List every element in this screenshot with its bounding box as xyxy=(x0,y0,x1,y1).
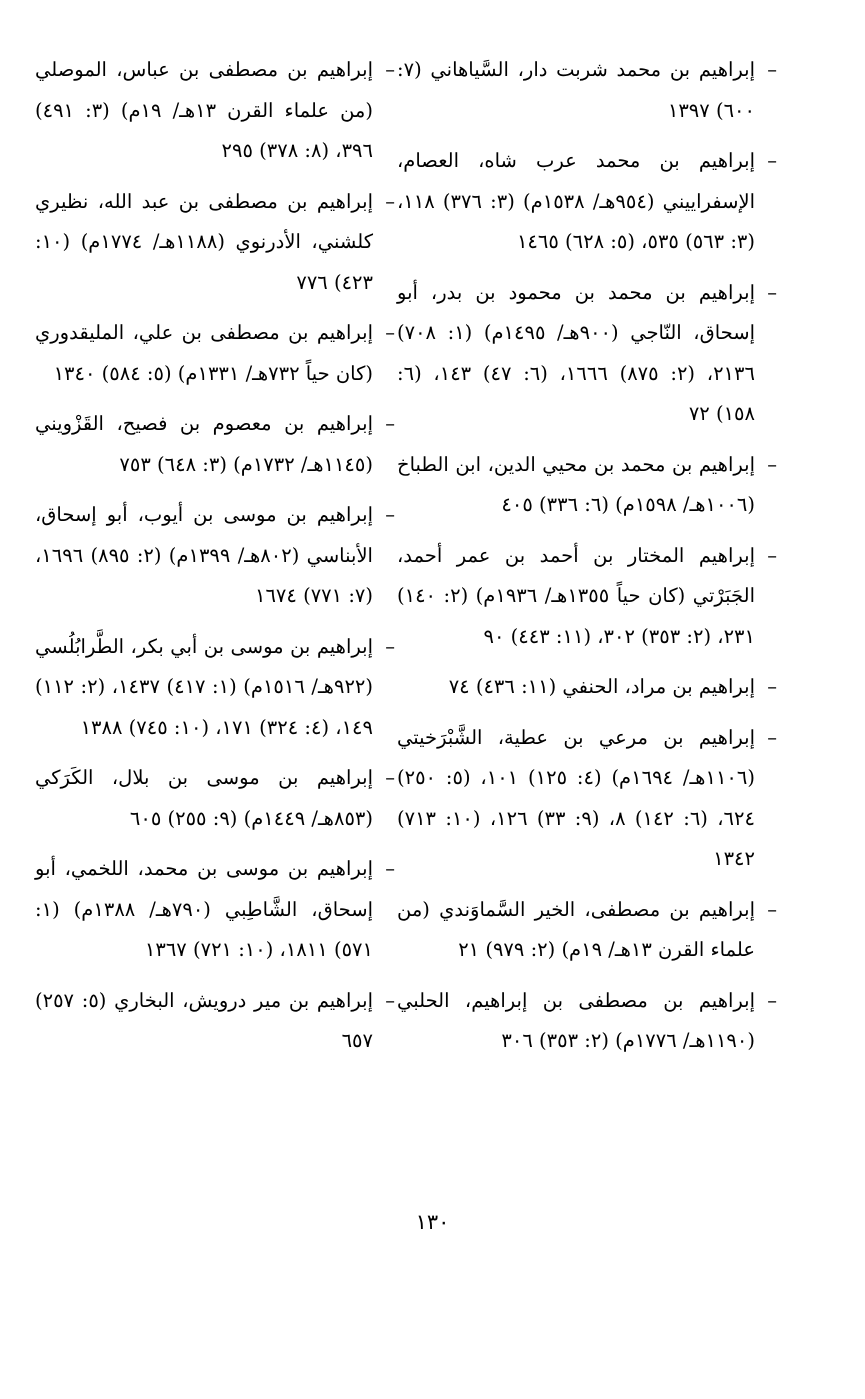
entry-dash: – xyxy=(767,149,777,172)
entry-dash: – xyxy=(385,857,395,880)
entry-dash: – xyxy=(385,58,395,81)
index-entry xyxy=(35,182,395,304)
index-entry xyxy=(397,536,777,658)
entry-dash: – xyxy=(767,725,777,749)
index-entry xyxy=(397,667,777,708)
entry-text: إبراهيم بن محمد بن محيي الدين، ابن الطباخ (١٠٠٦هـ/ ١٥٩٨م) (٦: ٣٣٦) ٤٠٥ xyxy=(397,452,755,516)
index-entry xyxy=(35,495,395,617)
index-entry xyxy=(397,273,777,435)
index-entry xyxy=(397,141,777,263)
entry-text: إبراهيم بن موسى بن محمد، اللخمي، أبو إسحاق، الشَّاطِبي (٧٩٠هـ/ ١٣٨٨م) (١: ٥٧١) ١٨١١، (١٠: ٧٢١) ١٣٦٧ xyxy=(35,857,373,961)
index-entry xyxy=(397,50,777,131)
index-entry xyxy=(397,445,777,526)
entry-dash: – xyxy=(385,503,395,526)
entry-text: إبراهيم بن موسى بن بلال، الكَرَكي (٨٥٣هـ/ ١٤٤٩م) (٩: ٢٥٥) ٦٠٥ xyxy=(35,766,373,830)
entry-text: إبراهيم بن موسى بن أبي بكر، الطَّرابُلُسي (٩٢٢هـ/ ١٥١٦م) (١: ٤١٧) ١٤٣٧، (٢: ١١٢) ١٤٩، (٤: ٣٢٤) ١٧١، (١٠: ٧٤٥) ١٣٨٨ xyxy=(35,634,373,739)
page-number: ١٣٠ xyxy=(415,1210,450,1234)
entry-dash: – xyxy=(767,58,777,81)
entry-text: إبراهيم بن مرعي بن عطية، الشَّبْرَخيتي (١١٠٦هـ/ ١٦٩٤م) (٤: ١٢٥) ١٠١، (٥: ٢٥٠) ٦٢٤، (٦: ١٤٢) ٨، (٩: ٣٣) ١٢٦، (١٠: ٧١٣) ١٣٤٢ xyxy=(397,725,755,870)
entry-dash: – xyxy=(767,988,777,1012)
index-entry xyxy=(397,718,777,880)
index-entry xyxy=(397,981,777,1062)
entry-text: إبراهيم بن محمد عرب شاه، العصام، الإسفراييني (٩٥٤هـ/ ١٥٣٨م) (٣: ٣٧٦) ١١٨، (٣: ٥٦٣) ٥٣٥، (٥: ٦٢٨) ١٤٦٥ xyxy=(397,149,755,253)
index-entry xyxy=(35,50,395,172)
entry-dash: – xyxy=(767,280,777,304)
entry-text: إبراهيم بن محمد شربت دار، السَّياهاني (٧: ٦٠٠) ١٣٩٧ xyxy=(397,58,755,122)
entry-dash: – xyxy=(767,543,777,567)
entry-dash: – xyxy=(767,675,777,698)
index-entry xyxy=(35,627,395,749)
entry-text: إبراهيم بن مراد، الحنفي (١١: ٤٣٦) ٧٤ xyxy=(448,675,755,698)
left-column xyxy=(35,50,395,1072)
right-column xyxy=(397,50,777,1072)
entry-text: إبراهيم بن مير درويش، البخاري (٥: ٢٥٧) ٦٥٧ xyxy=(35,988,373,1052)
entry-text: إبراهيم بن موسى بن أيوب، أبو إسحاق، الأبناسي (٨٠٢هـ/ ١٣٩٩م) (٢: ٨٩٥) ١٦٩٦، (٧: ٧٧١) ١٦٧٤ xyxy=(35,503,373,607)
index-entry xyxy=(35,313,395,394)
entry-dash: – xyxy=(385,189,395,213)
entry-dash: – xyxy=(767,897,777,921)
index-entry xyxy=(35,758,395,839)
entry-text: إبراهيم بن مصطفى بن عباس، الموصلي (من علماء القرن ١٣هـ/ ١٩م) (٣: ٤٩١) ٣٩٦، (٨: ٣٧٨) ٢٩٥ xyxy=(35,58,373,162)
entry-text: إبراهيم بن معصوم بن فصيح، القَزْويني (١١٤٥هـ/ ١٧٣٢م) (٣: ٦٤٨) ٧٥٣ xyxy=(35,412,373,476)
entry-dash: – xyxy=(385,766,395,789)
entry-text: إبراهيم بن مصطفى بن عبد الله، نظيري كلشني، الأدرنوي (١١٨٨هـ/ ١٧٧٤م) (١٠: ٤٢٣) ٧٧٦ xyxy=(35,189,373,294)
index-entry xyxy=(35,404,395,485)
entry-dash: – xyxy=(385,321,395,344)
entry-dash: – xyxy=(385,412,395,435)
index-entry xyxy=(35,849,395,971)
entry-text: إبراهيم المختار بن أحمد بن عمر أحمد، الجَبَرْتي (كان حياً ١٣٥٥هـ/ ١٩٣٦م) (٢: ١٤٠) ٢٣١، (٢: ٣٥٣) ٣٠٢، (١١: ٤٤٣) ٩٠ xyxy=(397,543,755,648)
entry-text: إبراهيم بن محمد بن محمود بن بدر، أبو إسحاق، النّاجي (٩٠٠هـ/ ١٤٩٥م) (١: ٧٠٨) ٢١٣٦، (٢: ٨٧٥) ١٦٦٦، (٦: ٤٧) ١٤٣، (٦: ١٥٨) ٧٢ xyxy=(397,280,755,425)
entry-dash: – xyxy=(767,452,777,476)
entry-text: إبراهيم بن مصطفى بن إبراهيم، الحلبي (١١٩٠هـ/ ١٧٧٦م) (٢: ٣٥٣) ٣٠٦ xyxy=(397,988,755,1052)
entry-dash: – xyxy=(385,988,395,1012)
entry-text: إبراهيم بن مصطفى، الخير السَّماوَندي (من علماء القرن ١٣هـ/ ١٩م) (٢: ٩٧٩) ٢١ xyxy=(397,897,755,961)
index-entry xyxy=(35,981,395,1062)
entry-text: إبراهيم بن مصطفى بن علي، المليقدوري (كان حياً ٧٣٢هـ/ ١٣٣١م) (٥: ٥٨٤) ١٣٤٠ xyxy=(35,321,373,385)
index-entry xyxy=(397,890,777,971)
entry-dash: – xyxy=(385,634,395,658)
